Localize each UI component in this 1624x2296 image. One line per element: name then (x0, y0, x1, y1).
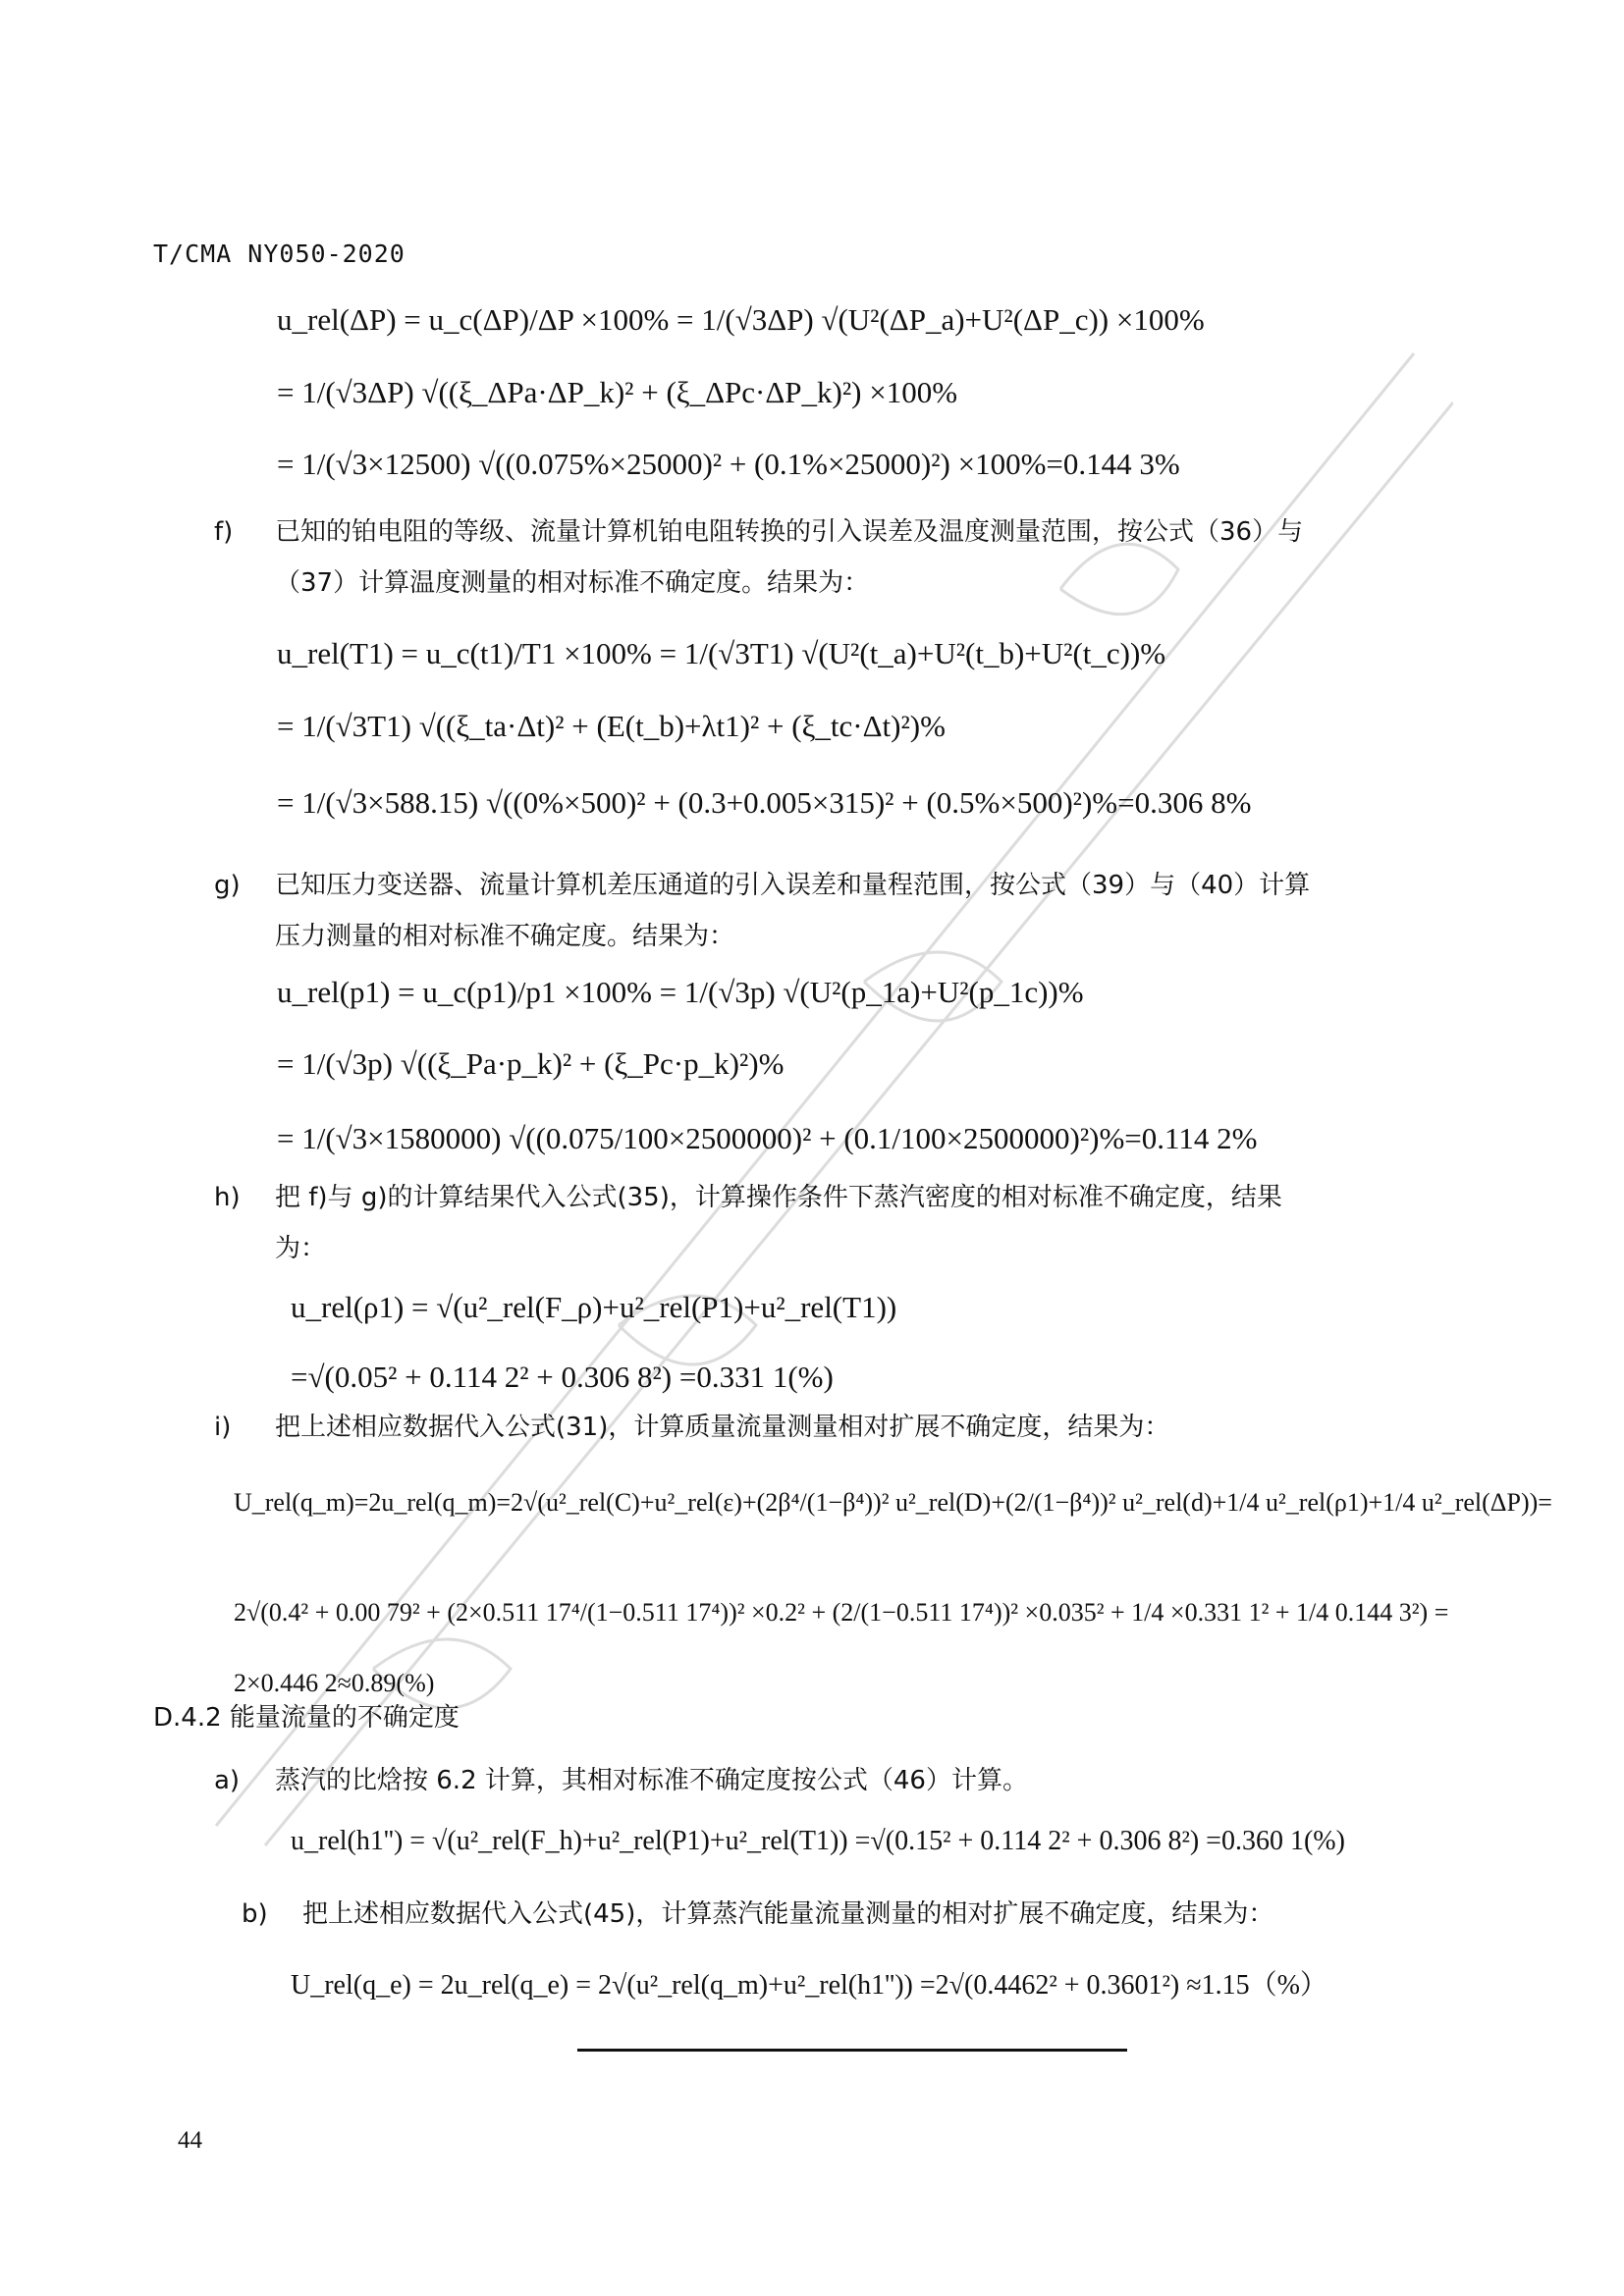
equation-p-line3: = 1/(√3×1580000) √((0.075/100×2500000)² + (0.1/100×2500000)²)%=0.114 2% (277, 1121, 1258, 1155)
equation-dp-line2: = 1/(√3ΔP) √((ξ_ΔPa·ΔP_k)² + (ξ_ΔPc·ΔP_k)²) ×100% (277, 375, 958, 409)
paragraph-line: 蒸汽的比焓按 6.2 计算，其相对标准不确定度按公式（46）计算。 (275, 1766, 1028, 1795)
equation-p-line1: u_rel(p1) = u_c(p1)/p1 ×100% = 1/(√3p) √(U²(p_1a)+U²(p_1c))% (277, 975, 1084, 1009)
section-heading: D.4.2 能量流量的不确定度 (153, 1703, 460, 1733)
list-item-b (242, 1889, 1430, 1940)
equation-qm-line3: 2×0.446 2≈0.89(%) (234, 1669, 435, 1697)
list-item-h (214, 1172, 1432, 1274)
page-number: 44 (178, 2127, 202, 2154)
equation-rho-line2: =√(0.05² + 0.114 2² + 0.306 8²) =0.331 1(%) (291, 1360, 834, 1394)
equation-t-line2: = 1/(√3T1) √((ξ_ta·Δt)² + (E(t_b)+λt1)² + (ξ_tc·Δt)²)% (277, 709, 946, 743)
document-id: T/CMA NY050-2020 (153, 240, 406, 268)
equation-rho-line1: u_rel(ρ1) = √(u²_rel(F_ρ)+u²_rel(P1)+u²_rel(T1)) (291, 1290, 897, 1324)
list-label: i) (214, 1413, 232, 1442)
paragraph-line: （37）计算温度测量的相对标准不确定度。结果为： (275, 568, 870, 598)
list-label: b) (242, 1899, 268, 1929)
equation-p-line2: = 1/(√3p) √((ξ_Pa·p_k)² + (ξ_Pc·p_k)²)% (277, 1046, 785, 1081)
paragraph-line: 压力测量的相对标准不确定度。结果为： (275, 922, 735, 951)
equation-dp-line1: u_rel(ΔP) = u_c(ΔP)/ΔP ×100% = 1/(√3ΔP) √(U²(ΔP_a)+U²(ΔP_c)) ×100% (277, 302, 1205, 337)
list-label: a) (214, 1766, 241, 1795)
paragraph-line: 为： (275, 1234, 327, 1263)
equation-t-line3: = 1/(√3×588.15) √((0%×500)² + (0.3+0.005×315)² + (0.5%×500)²)%=0.306 8% (277, 785, 1252, 820)
list-label: h) (214, 1183, 241, 1212)
equation-qe-line1: U_rel(q_e) = 2u_rel(q_e) = 2√(u²_rel(q_m)+u²_rel(h1'')) =2√(0.4462² + 0.3601²) ≈1.15（%） (291, 1970, 1327, 2001)
equation-qm-line1: U_rel(q_m)=2u_rel(q_m)=2√(u²_rel(C)+u²_rel(ε)+(2β⁴/(1−β⁴))² u²_rel(D)+(2/(1−β⁴))² u²_rel(d)+1/4 u²_rel(ρ1)+1/4 u²_rel(ΔP))= (234, 1488, 1552, 1517)
paragraph-line: 已知压力变送器、流量计算机差压通道的引入误差和量程范围，按公式（39）与（40）计算 (275, 871, 1311, 900)
paragraph-line: 把 f)与 g)的计算结果代入公式(35)，计算操作条件下蒸汽密度的相对标准不确定度，结果 (275, 1183, 1282, 1212)
equation-dp-line3: = 1/(√3×12500) √((0.075%×25000)² + (0.1%×25000)²) ×100%=0.144 3% (277, 447, 1180, 481)
end-rule (577, 2049, 1127, 2052)
list-item-a (214, 1755, 1432, 1806)
paragraph-line: 已知的铂电阻的等级、流量计算机铂电阻转换的引入误差及温度测量范围，按公式（36）与 (275, 517, 1304, 547)
equation-h-line1: u_rel(h1'') = √(u²_rel(F_h)+u²_rel(P1)+u²_rel(T1)) =√(0.15² + 0.114 2² + 0.306 8²) =0.360 1(%) (291, 1826, 1345, 1856)
list-item-i (214, 1402, 1432, 1453)
list-item-g (214, 860, 1432, 962)
list-label: f) (214, 517, 234, 547)
list-item-f (214, 507, 1432, 609)
paragraph-line: 把上述相应数据代入公式(45)，计算蒸汽能量流量测量的相对扩展不确定度，结果为： (302, 1899, 1274, 1929)
equation-t-line1: u_rel(T1) = u_c(t1)/T1 ×100% = 1/(√3T1) √(U²(t_a)+U²(t_b)+U²(t_c))% (277, 636, 1166, 670)
equation-qm-line2: 2√(0.4² + 0.00 79² + (2×0.511 17⁴/(1−0.511 17⁴))² ×0.2² + (2/(1−0.511 17⁴))² ×0.035² + 1/4 ×0.331 1² + 1/4 0.144 3²) = (234, 1598, 1449, 1627)
paragraph-line: 把上述相应数据代入公式(31)，计算质量流量测量相对扩展不确定度，结果为： (275, 1413, 1170, 1442)
list-label: g) (214, 871, 241, 900)
